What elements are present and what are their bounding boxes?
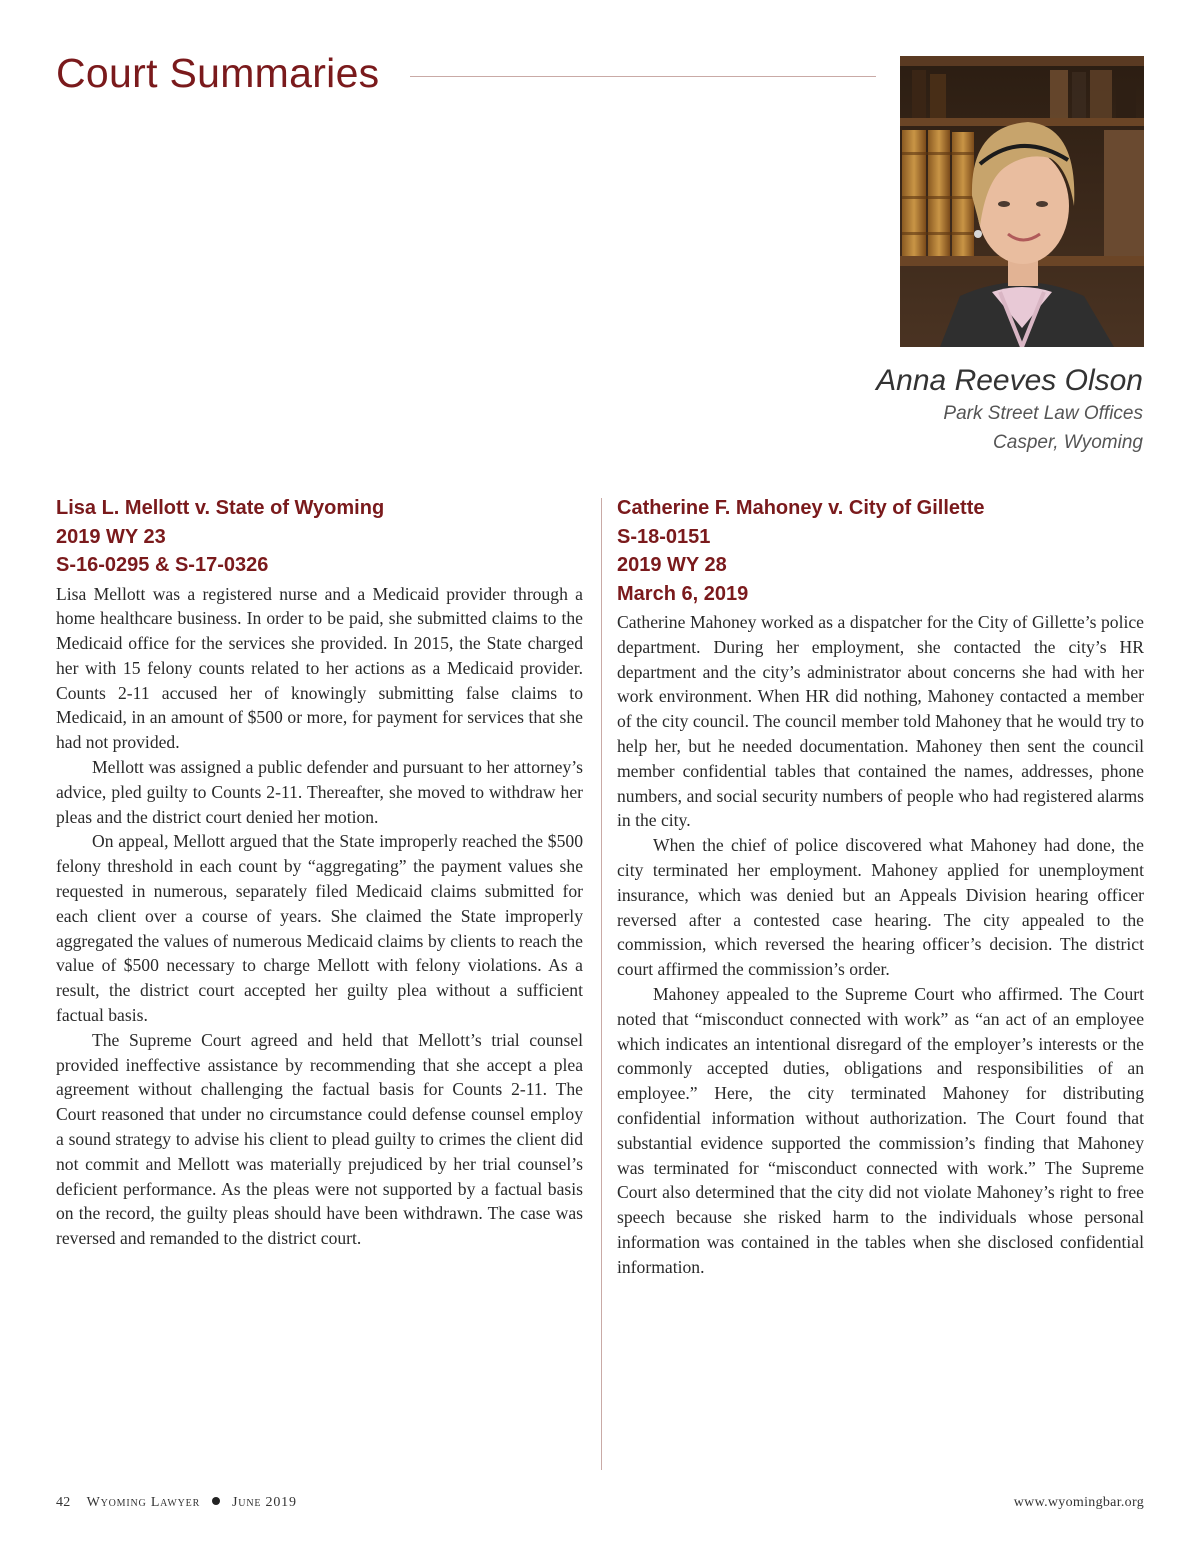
body-paragraph: Mellott was assigned a public defender and pursuant to her attorney’s advice, pled guilty to Counts 2-11. Thereafter, she moved to withdraw her pleas and the district court denied her motion.	[56, 757, 583, 827]
case-docket: S-18-0151	[617, 525, 711, 548]
body-paragraph: On appeal, Mellott argued that the State improperly reached the $500 felony threshold in each count by “aggregating” the payment values she requested in numerous, separately filed Medicaid claims submitted for each client over a course of years. She claimed the State improperly aggregated the values of numerous Medicaid claims by clients to reach the value of $500 necessary to charge Mellott with felony violations. As a result, the district court accepted her guilty plea without a sufficient factual basis.	[56, 831, 583, 1026]
title-rule	[410, 76, 876, 77]
issue-date: June 2019	[232, 1495, 297, 1510]
publication-name: Wyoming Lawyer	[86, 1495, 201, 1510]
body-paragraph: Lisa Mellott was a registered nurse and a Medicaid provider through a home healthcare business. In order to be paid, she submitted claims to the Medicaid office for the services she provided. In 2015, the State charged her with 15 felony counts related to her actions as a Medicaid provider. Counts 2-11 accused her of knowingly submitting false claims to Medicaid, in an amount of $500 or more, for payment for services that she had not provided.	[56, 583, 583, 753]
column-divider	[601, 498, 602, 1470]
footer-website-link[interactable]: www.wyomingbar.org	[1013, 1495, 1144, 1510]
author-photo	[900, 56, 1144, 347]
case-docket: S-16-0295 & S-17-0326	[56, 554, 269, 576]
case-body	[617, 610, 1144, 1280]
case-title: Catherine F. Mahoney v. City of Gillette	[617, 497, 985, 519]
body-paragraph: Mahoney appealed to the Supreme Court who affirmed. The Court noted that “misconduct connected with work” as “an act of an employee which indicates an intentional disregard of the employer’s interests or the commonly accepted duties, obligations and responsibilities of an employee.” Here, the city terminated Mahoney for distributing confidential information without authorization. The Court found that substantial evidence supported the commission’s finding that Mahoney was terminated for “misconduct connected with work.” The Supreme Court also determined that the city did not violate Mahoney’s right to free speech because she risked harm to the individuals whose personal information was contained in the tables when she disclosed confidential information.	[617, 983, 1144, 1277]
footer-publication-line	[56, 1495, 297, 1511]
body-paragraph: Catherine Mahoney worked as a dispatcher for the City of Gillette’s police department. During her employment, she contacted the city’s HR department and the city’s administrator about concerns she had with her work environment. When HR did nothing, Mahoney contacted a member of the city council. The council member told Mahoney that he would try to help her, but he needed documentation. Mahoney then sent the council member confidential tables that contained the names, addresses, phone numbers, and social security numbers of people who had registered alarms in the city.	[617, 612, 1144, 831]
case-summary-mahoney	[617, 494, 1144, 1280]
body-paragraph: The Supreme Court agreed and held that Mellott’s trial counsel provided ineffective assistance by recommending that she accept a plea agreement without challenging the factual basis for Counts 2-11. The Court reasoned that under no circumstance could defense counsel employ a sound strategy to advise his client to plead guilty to crimes the client did not commit and Mellott was materially prejudiced by her trial counsel’s deficient performance. As the pleas were not supported by a factual basis on the record, the guilty pleas should have been withdrawn. The case was reversed and remanded to the district court.	[56, 1029, 583, 1249]
case-heading	[56, 494, 583, 580]
author-name: Anna Reeves Olson	[876, 364, 1143, 397]
author-location: Casper, Wyoming	[993, 432, 1143, 453]
bullet-separator	[212, 1497, 220, 1505]
page-number: 42	[56, 1495, 71, 1510]
case-citation: 2019 WY 23	[56, 525, 166, 548]
case-citation: 2019 WY 28	[617, 554, 727, 576]
body-paragraph: When the chief of police discovered what Mahoney had done, the city terminated her employment. Mahoney applied for unemployment insurance, which was denied but an Appeals Division hearing officer reversed after a contested case hearing. The city appealed to the commission, which reversed the hearing officer’s decision. The district court affirmed the commission’s order.	[617, 835, 1144, 980]
case-date: March 6, 2019	[617, 582, 749, 605]
author-firm: Park Street Law Offices	[943, 403, 1143, 424]
case-title: Lisa L. Mellott v. State of Wyoming	[56, 497, 385, 519]
case-body	[56, 582, 583, 1252]
case-heading	[617, 494, 1144, 608]
section-title: Court Summaries	[56, 50, 380, 96]
case-summary-mellott	[56, 494, 583, 1251]
